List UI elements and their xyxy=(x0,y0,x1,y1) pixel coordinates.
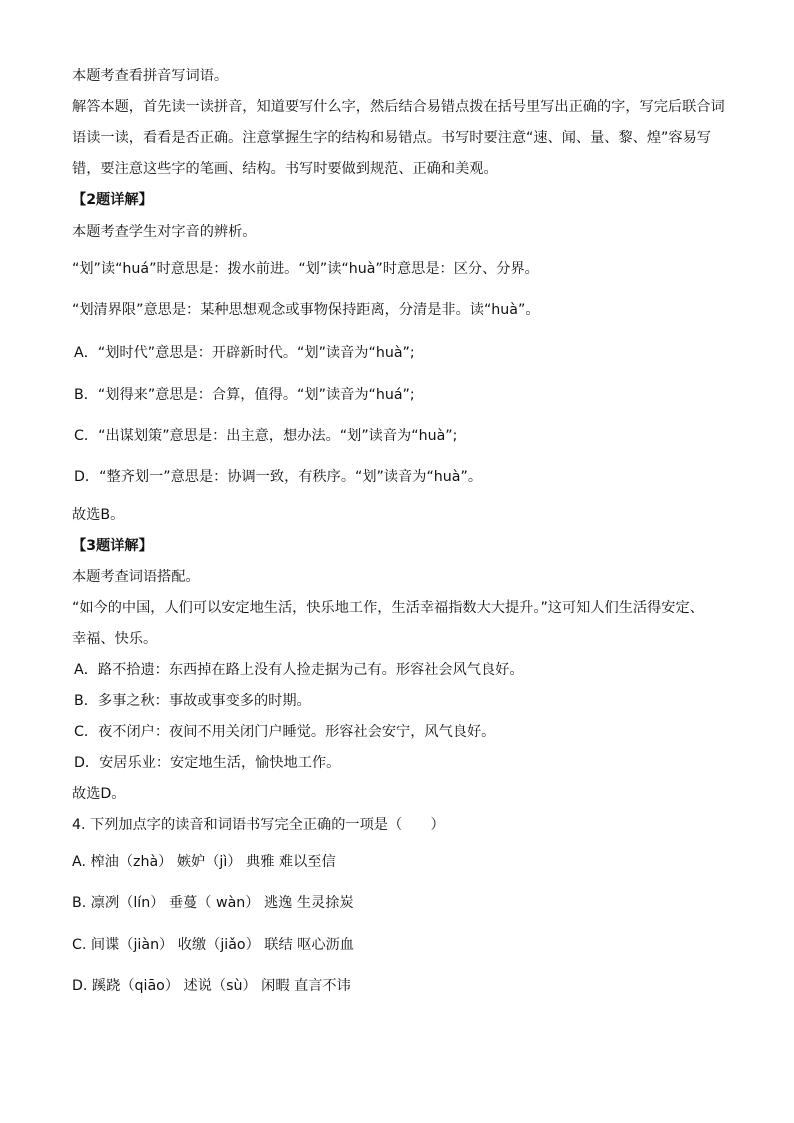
section2-explain-1: “划”读“huá”时意思是：拨水前进。“划”读“huà”时意思是：区分、分界。 xyxy=(72,261,539,277)
section3-intro: 本题考查词语搭配。 xyxy=(72,569,200,585)
section1-intro: 本题考查看拼音写词语。 xyxy=(72,68,229,84)
section2-option-c: C．“出谋划策”意思是：出主意，想办法。“划”读音为“huà”; xyxy=(74,428,458,444)
section3-option-d: D．安居乐业：安定地生活，愉快地工作。 xyxy=(74,755,341,771)
section2-explain-2: “划清界限”意思是：某种思想观念或事物保持距离，分清是非。读“huà”。 xyxy=(72,302,540,318)
section1-analysis-line-3: 错，要注意这些字的笔画、结构。书写时要做到规范、正确和美观。 xyxy=(72,161,498,177)
section3-quote-line-1: “如今的中国，人们可以安定地生活，快乐地工作，生活幸福指数大大提升。”这可知人们生活得安定、 xyxy=(72,600,704,616)
section3-quote-line-2: 幸福、快乐。 xyxy=(72,631,158,647)
section3-heading: 【3题详解】 xyxy=(72,538,153,554)
question4-stem: 4. 下列加点字的读音和词语书写完全正确的一项是（ ） xyxy=(72,817,445,833)
section3-option-c: C．夜不闭户：夜间不用关闭门户睡觉。形容社会安宁，风气良好。 xyxy=(74,724,496,740)
section2-option-a: A．“划时代”意思是：开辟新时代。“划”读音为“huà”; xyxy=(74,345,415,361)
section2-heading: 【2题详解】 xyxy=(72,192,153,208)
question4-option-b: B. 凛冽（lín） 垂蔓（ wàn） 逃逸 生灵捈炭 xyxy=(72,895,354,911)
question4-option-a: A. 榨油（zhà） 嫉妒（jì） 典雅 难以至信 xyxy=(72,854,336,870)
section3-option-b: B．多事之秋：事故或事变多的时期。 xyxy=(74,693,311,709)
section2-intro: 本题考查学生对字音的辨析。 xyxy=(72,224,257,240)
section3-answer: 故选D。 xyxy=(72,786,126,802)
section1-analysis-line-1: 解答本题，首先读一读拼音，知道要写什么字，然后结合易错点拨在括号里写出正确的字，写完后联合词 xyxy=(72,99,725,115)
section2-answer: 故选B。 xyxy=(72,507,125,523)
section2-option-d: D．“整齐划一”意思是：协调一致，有秩序。“划”读音为“huà”。 xyxy=(74,469,483,485)
section3-option-a: A．路不拾遗：东西掉在路上没有人捡走据为己有。形容社会风气良好。 xyxy=(74,662,524,678)
question4-option-d: D. 蹊跷（qiāo） 述说（sù） 闲暇 直言不讳 xyxy=(72,978,351,994)
question4-option-c: C. 间谍（jiàn） 收缴（jiǎo） 联结 呕心沥血 xyxy=(72,937,354,953)
section2-option-b: B．“划得来”意思是：合算，值得。“划”读音为“huá”; xyxy=(74,387,415,403)
section1-analysis-line-2: 语读一读，看看是否正确。注意掌握生字的结构和易错点。书写时要注意“速、闻、量、黎、煌”容易写 xyxy=(72,130,711,146)
